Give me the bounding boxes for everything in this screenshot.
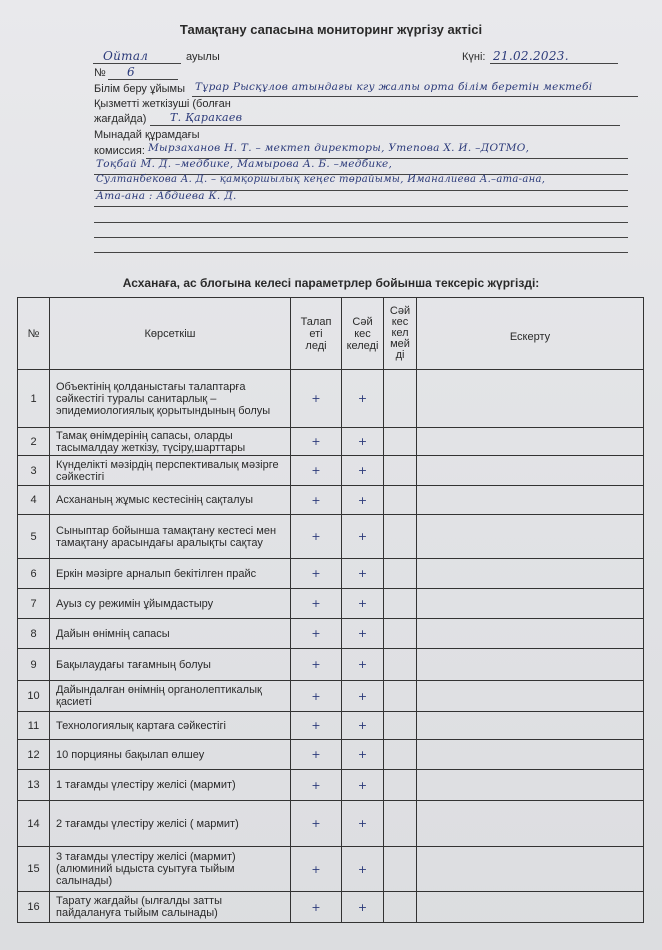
row-number: 5 <box>18 515 50 559</box>
table-row <box>18 589 644 619</box>
row-match-mark: + <box>342 649 384 681</box>
col-mismatch-header: Сәй кес кел мей ді <box>384 298 417 370</box>
table-row <box>18 456 644 486</box>
commission-label-2: комиссия: <box>94 145 145 157</box>
provider-label-2: жағдайда) <box>94 113 147 125</box>
number-value: 6 <box>127 65 135 79</box>
row-note-cell <box>417 370 644 428</box>
row-indicator: Күнделікті мәзірдің перспективалық мәзірге сәйкестігі <box>50 456 291 486</box>
blank-line-2 <box>94 237 628 238</box>
row-mismatch-cell <box>384 619 417 649</box>
row-number: 4 <box>18 486 50 515</box>
row-mismatch-cell <box>384 740 417 770</box>
col-number-header: № <box>18 298 50 370</box>
blank-line-3 <box>94 252 628 253</box>
row-number: 2 <box>18 428 50 456</box>
row-mismatch-cell <box>384 456 417 486</box>
number-label: № <box>94 67 106 79</box>
row-note-cell <box>417 892 644 923</box>
commission-line-4: Ата-ана : Абдиева К. Д. <box>96 190 237 202</box>
row-mismatch-cell <box>384 681 417 712</box>
row-match-mark: + <box>342 681 384 712</box>
commission-underline-4 <box>94 206 628 207</box>
row-note-cell <box>417 649 644 681</box>
row-mismatch-cell <box>384 801 417 847</box>
row-mismatch-cell <box>384 428 417 456</box>
row-match-mark: + <box>342 559 384 589</box>
row-mismatch-cell <box>384 649 417 681</box>
row-note-cell <box>417 559 644 589</box>
school-value: Тұрар Рысқұлов атындағы кгу жалпы орта білім беретін мектебі <box>195 81 593 93</box>
commission-label-1: Мынадай құрамдағы <box>94 129 200 141</box>
row-indicator: Объектінің қолданыстағы талаптарға сәйкестігі туралы санитарлық – эпидемиологиялық қорытындының болуы <box>50 370 291 428</box>
row-note-cell <box>417 847 644 892</box>
col-note-header: Ескерту <box>417 298 644 370</box>
table-row <box>18 740 644 770</box>
row-note-cell <box>417 456 644 486</box>
row-mismatch-cell <box>384 559 417 589</box>
row-required-mark: + <box>291 456 342 486</box>
row-match-mark: + <box>342 486 384 515</box>
col-required-header: Талап еті леді <box>291 298 342 370</box>
row-required-mark: + <box>291 801 342 847</box>
row-mismatch-cell <box>384 515 417 559</box>
row-mismatch-cell <box>384 712 417 740</box>
commission-line-3: Султанбекова А. Д. – қамқоршылық кеңес төрайымы, Иманалиева А.–ата-ана, <box>96 174 546 185</box>
row-indicator: Технологиялық картаға сәйкестігі <box>50 712 291 740</box>
table-row <box>18 649 644 681</box>
row-number: 8 <box>18 619 50 649</box>
row-indicator: Асхананың жұмыс кестесінің сақталуы <box>50 486 291 515</box>
row-match-mark: + <box>342 456 384 486</box>
row-indicator: Тамақ өнімдерінің сапасы, оларды тасымалдау жеткізу, түсіру,шарттары <box>50 428 291 456</box>
commission-line-1: Мырзаханов Н. Т. – мектеп директоры, Утепова Х. И. –ДОТМО, <box>148 142 530 154</box>
row-indicator: Дайындалған өнімнің органолептикалық қасиеті <box>50 681 291 712</box>
document-title: Тамақтану сапасына мониторинг жүргізу актісі <box>179 22 483 37</box>
row-note-cell <box>417 515 644 559</box>
table-row <box>18 892 644 923</box>
row-indicator: Еркін мәзірге арналып бекітілген прайс <box>50 559 291 589</box>
inspection-table <box>17 297 644 923</box>
row-number: 15 <box>18 847 50 892</box>
school-underline <box>192 96 638 97</box>
provider-label-1: Қызметті жеткізуші (болған <box>94 98 231 110</box>
row-note-cell <box>417 486 644 515</box>
table-row <box>18 559 644 589</box>
row-match-mark: + <box>342 892 384 923</box>
row-required-mark: + <box>291 847 342 892</box>
table-row <box>18 847 644 892</box>
provider-underline <box>150 125 620 126</box>
row-required-mark: + <box>291 770 342 801</box>
table-row <box>18 770 644 801</box>
row-note-cell <box>417 428 644 456</box>
village-underline <box>93 63 181 64</box>
table-row <box>18 370 644 428</box>
table-caption: Асханаға, ас блогына келесі параметрлер бойынша тексеріс жүргізді: <box>122 276 540 290</box>
row-match-mark: + <box>342 801 384 847</box>
row-number: 16 <box>18 892 50 923</box>
row-mismatch-cell <box>384 486 417 515</box>
row-mismatch-cell <box>384 370 417 428</box>
row-number: 10 <box>18 681 50 712</box>
row-indicator: Дайын өнімнің сапасы <box>50 619 291 649</box>
row-mismatch-cell <box>384 892 417 923</box>
row-number: 12 <box>18 740 50 770</box>
row-number: 9 <box>18 649 50 681</box>
number-underline <box>108 79 178 80</box>
row-required-mark: + <box>291 740 342 770</box>
row-match-mark: + <box>342 847 384 892</box>
row-mismatch-cell <box>384 770 417 801</box>
date-underline <box>490 63 618 64</box>
row-match-mark: + <box>342 589 384 619</box>
row-required-mark: + <box>291 559 342 589</box>
village-label: ауылы <box>186 51 220 63</box>
row-number: 14 <box>18 801 50 847</box>
row-mismatch-cell <box>384 847 417 892</box>
row-mismatch-cell <box>384 589 417 619</box>
commission-line-2: Тоқбай М. Д. –медбике, Мамырова А. Б. –медбике, <box>96 158 393 170</box>
row-number: 1 <box>18 370 50 428</box>
row-indicator: Ауыз су режимін ұйымдастыру <box>50 589 291 619</box>
row-indicator: Тарату жағдайы (ылғалды затты пайдалануға тыйым салынады) <box>50 892 291 923</box>
row-match-mark: + <box>342 428 384 456</box>
table-row <box>18 515 644 559</box>
date-value: 21.02.2023. <box>493 49 569 63</box>
row-required-mark: + <box>291 681 342 712</box>
row-note-cell <box>417 770 644 801</box>
row-indicator: Бақылаудағы тағамның болуы <box>50 649 291 681</box>
row-indicator: Сыныптар бойынша тамақтану кестесі мен тамақтану арасындағы аралықты сақтау <box>50 515 291 559</box>
row-match-mark: + <box>342 515 384 559</box>
col-match-header: Сәй кес келеді <box>342 298 384 370</box>
table-row <box>18 801 644 847</box>
col-indicator-header: Көрсеткіш <box>50 298 291 370</box>
row-match-mark: + <box>342 770 384 801</box>
provider-value: Т. Қаракаев <box>170 111 243 124</box>
row-match-mark: + <box>342 370 384 428</box>
row-indicator: 10 порцияны бақылап өлшеу <box>50 740 291 770</box>
row-required-mark: + <box>291 619 342 649</box>
school-label: Білім беру ұйымы <box>94 83 186 95</box>
row-number: 11 <box>18 712 50 740</box>
row-indicator: 3 тағамды үлестіру желісі (мармит) (алюминий ыдыста суытуға тыйым салынады) <box>50 847 291 892</box>
table-row <box>18 681 644 712</box>
row-required-mark: + <box>291 486 342 515</box>
row-number: 3 <box>18 456 50 486</box>
row-required-mark: + <box>291 712 342 740</box>
row-note-cell <box>417 681 644 712</box>
row-number: 13 <box>18 770 50 801</box>
row-match-mark: + <box>342 619 384 649</box>
row-required-mark: + <box>291 370 342 428</box>
row-required-mark: + <box>291 515 342 559</box>
row-number: 6 <box>18 559 50 589</box>
row-required-mark: + <box>291 649 342 681</box>
row-required-mark: + <box>291 428 342 456</box>
row-number: 7 <box>18 589 50 619</box>
row-indicator: 2 тағамды үлестіру желісі ( мармит) <box>50 801 291 847</box>
row-required-mark: + <box>291 892 342 923</box>
table-header-row <box>18 298 644 370</box>
table-row <box>18 619 644 649</box>
table-row <box>18 486 644 515</box>
table-row <box>18 712 644 740</box>
row-note-cell <box>417 740 644 770</box>
village-value: Ойтал <box>103 49 149 63</box>
row-note-cell <box>417 589 644 619</box>
table-row <box>18 428 644 456</box>
row-indicator: 1 тағамды үлестіру желісі (мармит) <box>50 770 291 801</box>
row-match-mark: + <box>342 740 384 770</box>
row-required-mark: + <box>291 589 342 619</box>
row-note-cell <box>417 712 644 740</box>
row-note-cell <box>417 619 644 649</box>
row-note-cell <box>417 801 644 847</box>
blank-line-1 <box>94 222 628 223</box>
date-label: Күні: <box>462 51 486 63</box>
row-match-mark: + <box>342 712 384 740</box>
